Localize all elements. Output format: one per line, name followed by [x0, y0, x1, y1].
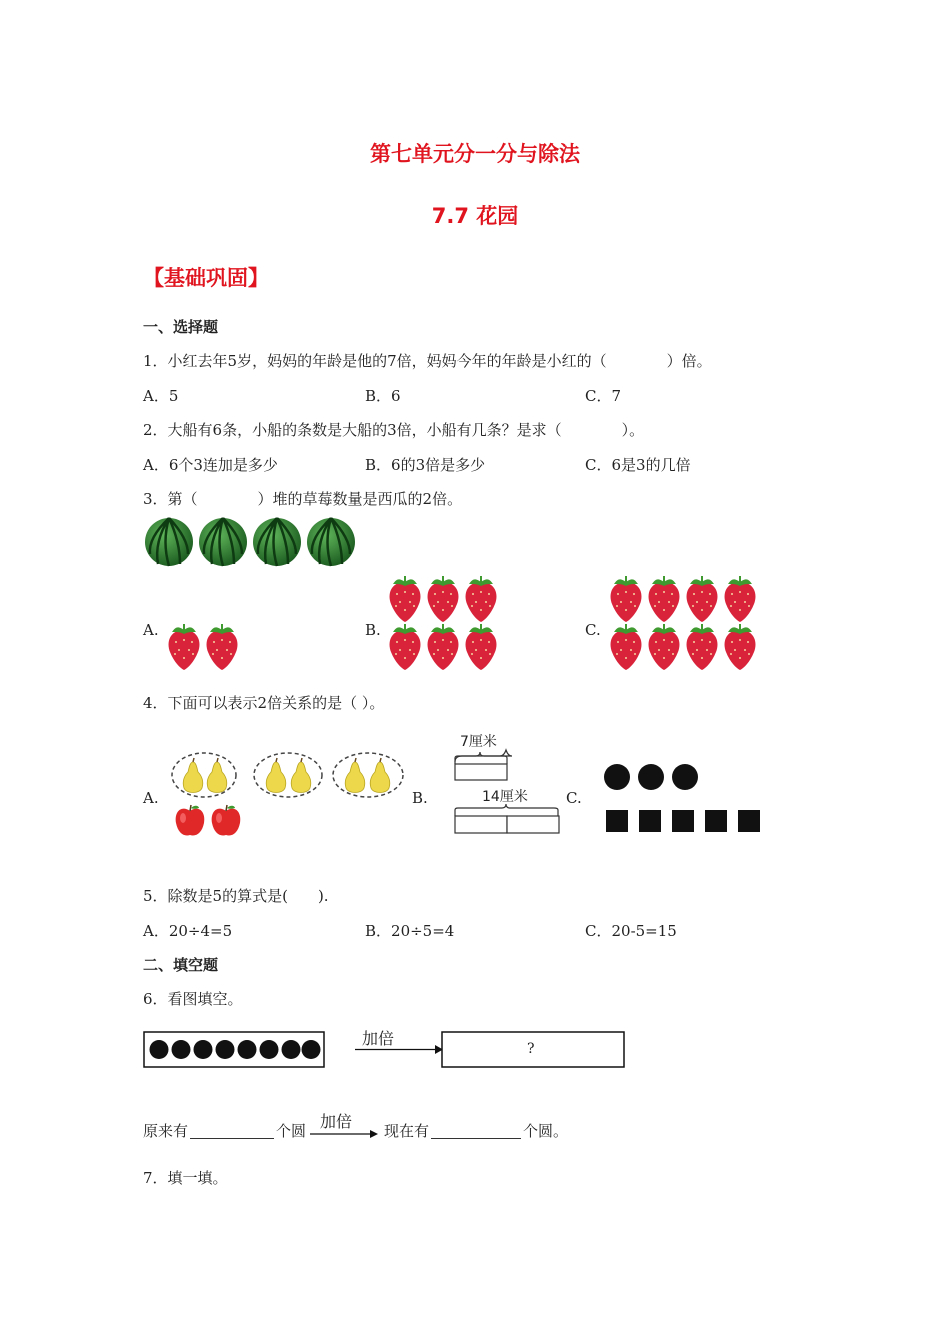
apple-icon [212, 805, 241, 836]
square-icon [606, 810, 628, 832]
circle-icon [238, 1040, 257, 1059]
q4-text: 4．下面可以表示2倍关系的是（ ）。 [143, 694, 385, 712]
q2-option-b: B．6的3倍是多少 [365, 456, 486, 474]
bar-bottom-label: 14厘米 [482, 789, 528, 805]
strawberry-icon [725, 624, 756, 670]
strawberry-icon [428, 576, 459, 622]
q5-text: 5．除数是5的算式是( ). [143, 887, 329, 905]
section-tag: 【基础巩固】 [143, 266, 269, 290]
strawberry-icon [466, 624, 497, 670]
strawberry-icon [725, 576, 756, 622]
q4-b-bar-model [452, 748, 572, 838]
circle-icon [672, 764, 698, 790]
watermelon-icon [145, 518, 193, 566]
circle-icon [172, 1040, 191, 1059]
q1-text: 1．小红去年5岁，妈妈的年龄是他的7倍，妈妈今年的年龄是小红的（ ）倍。 [143, 352, 712, 370]
q5-option-c: C．20-5=15 [585, 922, 677, 940]
circle-icon [150, 1040, 169, 1059]
circle-icon [194, 1040, 213, 1059]
q6-fill-after: 现在有 [384, 1122, 430, 1140]
q4-option-a: A. [143, 789, 159, 807]
strawberry-icon [687, 624, 718, 670]
q3-c-strawberries [608, 574, 768, 674]
q6-fill-arrow-wrap [310, 1112, 380, 1141]
pear-icon [291, 758, 311, 793]
apple-icon [176, 805, 205, 836]
strawberry-icon [390, 576, 421, 622]
bar-top-label: 7厘米 [460, 734, 497, 750]
q2-option-a: A．6个3连加是多少 [143, 456, 278, 474]
circle-icon [302, 1040, 321, 1059]
q6-box-mark: ? [527, 1041, 535, 1057]
circle-icon [216, 1040, 235, 1059]
strawberry-icon [207, 624, 238, 670]
arrow-right-icon [310, 1123, 380, 1141]
q1-option-c: C．7 [585, 387, 622, 405]
square-icon [672, 810, 694, 832]
q6-fill-mid: 个圆 [276, 1122, 307, 1140]
watermelon-icon [199, 518, 247, 566]
page-title: 第七单元分一分与除法 [370, 142, 580, 166]
q4-c-shapes [603, 762, 773, 842]
watermelon-icon [307, 518, 355, 566]
strawberry-icon [649, 576, 680, 622]
q6-text: 6．看图填空。 [143, 990, 243, 1008]
page-subtitle: 7.7 花园 [431, 204, 519, 228]
square-icon [639, 810, 661, 832]
q5-option-a: A．20÷4=5 [143, 922, 233, 940]
strawberry-icon [611, 624, 642, 670]
strawberry-icon [428, 624, 459, 670]
part1-heading: 一、选择题 [143, 318, 219, 336]
square-icon [738, 810, 760, 832]
q4-option-c: C. [566, 789, 582, 807]
watermelon-icon [253, 518, 301, 566]
circle-icon [638, 764, 664, 790]
q1-option-b: B．6 [365, 387, 401, 405]
q4-a-pears-apples [170, 748, 410, 843]
q5-option-b: B．20÷5=4 [365, 922, 455, 940]
q3-b-strawberries [387, 574, 507, 674]
q6-blank-before[interactable] [190, 1125, 274, 1139]
q6-arrow-label: 加倍 [362, 1029, 395, 1048]
circle-icon [282, 1040, 301, 1059]
q6-fill-arrow-label: 加倍 [320, 1112, 353, 1131]
q1-option-a: A．5 [143, 387, 179, 405]
q2-option-c: C．6是3的几倍 [585, 456, 691, 474]
q6-fill-line [143, 1112, 569, 1141]
strawberry-icon [649, 624, 680, 670]
circle-icon [260, 1040, 279, 1059]
square-icon [705, 810, 727, 832]
q6-blank-after[interactable] [431, 1125, 521, 1139]
circle-icon [604, 764, 630, 790]
strawberry-icon [611, 576, 642, 622]
strawberry-icon [169, 624, 200, 670]
q6-fill-end: 个圆。 [523, 1122, 569, 1140]
q3-text: 3．第（ ）堆的草莓数量是西瓜的2倍。 [143, 490, 463, 508]
pear-icon [345, 758, 365, 793]
pear-icon [183, 758, 203, 793]
q3-option-a: A. [143, 621, 159, 639]
q6-fill-before: 原来有 [143, 1122, 189, 1140]
q3-option-c: C. [585, 621, 601, 639]
q3-option-b: B. [365, 621, 381, 639]
q3-a-strawberries [166, 622, 246, 672]
strawberry-icon [687, 576, 718, 622]
q7-text: 7．填一填。 [143, 1169, 228, 1187]
strawberry-icon [466, 576, 497, 622]
watermelon-row [142, 514, 362, 574]
pear-icon [207, 758, 227, 793]
part2-heading: 二、填空题 [143, 956, 219, 974]
q4-option-b: B. [412, 789, 428, 807]
pear-icon [370, 758, 390, 793]
pear-icon [266, 758, 286, 793]
q2-text: 2．大船有6条，小船的条数是大船的3倍，小船有几条？是求（ ）。 [143, 421, 645, 439]
strawberry-icon [390, 624, 421, 670]
